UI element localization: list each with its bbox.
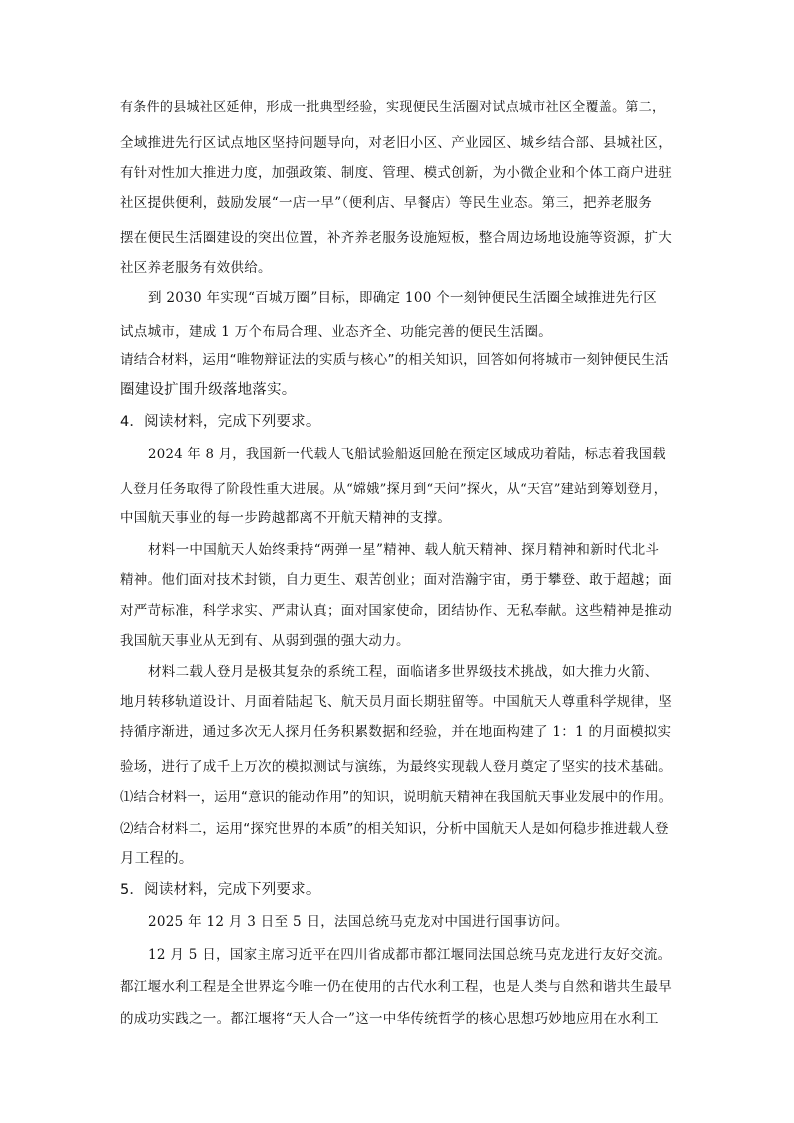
material-line: 对严苛标准，科学求实、严肃认真；面对国家使命，团结协作、无私奉献。这些精神是推动 — [120, 603, 672, 619]
question-heading: 4．阅读材料，完成下列要求。 — [120, 414, 321, 430]
question-prompt: 请结合材料，运用“唯物辩证法的实质与核心”的相关知识，回答如何将城市一刻钟便民生活 — [120, 352, 669, 368]
material-line: 持循序渐进，通过多次无人探月任务积累数据和经验，并在地面构建了 1：1 的月面模拟实 — [120, 724, 672, 740]
sub-question: ⑵结合材料二，运用“探究世界的本质”的相关知识，分析中国航天人是如何稳步推进载人登 — [120, 821, 669, 837]
sub-question: ⑴结合材料一，运用“意识的能动作用”的知识，说明航天精神在我国航天事业发展中的作用。 — [120, 790, 673, 805]
material-line: 我国航天事业从无到有、从弱到强的强大动力。 — [120, 633, 410, 649]
text-line: 有针对性加大推进力度，加强政策、制度、管理、模式创新，为小微企业和个体工商户进驻 — [120, 165, 672, 181]
text-line: 社区提供便利，鼓励发展“一店一早”（便利店、早餐店）等民生业态。第三，把养老服务 — [120, 195, 653, 211]
text-line: 2024 年 8 月，我国新一代载人飞船试验船返回舱在预定区域成功着陆，标志着我国载 — [148, 447, 666, 462]
text-line: 全域推进先行区试点地区坚持问题导向，对老旧小区、产业园区、城乡结合部、县城社区， — [120, 135, 672, 151]
material-line: 材料二载人登月是极其复杂的系统工程，面临诸多世界级技术挑战，如大推力火箭、 — [148, 664, 659, 680]
question-heading: 5．阅读材料，完成下列要求。 — [120, 882, 321, 898]
text-line: 的成功实践之一。都江堰将“天人合一”这一中华传统哲学的核心思想巧妙地应用在水利工 — [120, 1011, 659, 1027]
text-line: 有条件的县城社区延伸，形成一批典型经验，实现便民生活圈对试点城市社区全覆盖。第二， — [120, 100, 666, 115]
text-line: 试点城市，建成 1 万个布局合理、业态齐全、功能完善的便民生活圈。 — [120, 324, 553, 340]
text-line: 摆在便民生活圈建设的突出位置，补齐养老服务设施短板，整合周边场地设施等资源，扩大 — [120, 230, 672, 246]
text-line: 2025 年 12 月 3 日至 5 日，法国总统马克龙对中国进行国事访问。 — [148, 914, 569, 930]
text-line: 人登月任务取得了阶段性重大进展。从“嫦娥”探月到“天问”探火，从“天宫”建站到筹划登月， — [120, 482, 668, 497]
sub-question: 月工程的。 — [120, 851, 194, 867]
material-line: 精神。他们面对技术封锁，自力更生、艰苦创业；面对浩瀚宇宙，勇于攀登、敢于超越；面 — [120, 572, 672, 588]
text-line: 12 月 5 日，国家主席习近平在四川省成都市都江堰同法国总统马克龙进行友好交流。 — [148, 947, 672, 963]
text-line: 都江堰水利工程是全世界迄今唯一仍在使用的古代水利工程，也是人类与自然和谐共生最早 — [120, 979, 672, 995]
text-line: 到 2030 年实现“百城万圈”目标，即确定 100 个一刻钟便民生活圈全域推进先行区 — [148, 290, 657, 306]
question-prompt: 圈建设扩围升级落地落实。 — [120, 382, 297, 398]
material-line: 材料一中国航天人始终秉持“两弹一星”精神、载人航天精神、探月精神和新时代北斗 — [148, 542, 660, 558]
text-line: 社区养老服务有效供给。 — [120, 260, 272, 276]
material-line: 地月转移轨道设计、月面着陆起飞、航天员月面长期驻留等。中国航天人尊重科学规律，坚 — [120, 694, 672, 710]
text-line: 中国航天事业的每一步跨越都离不开航天精神的支撑。 — [120, 510, 452, 526]
material-line: 验场，进行了成千上万次的模拟测试与演练，为最终实现载人登月奠定了坚实的技术基础。 — [120, 759, 672, 775]
